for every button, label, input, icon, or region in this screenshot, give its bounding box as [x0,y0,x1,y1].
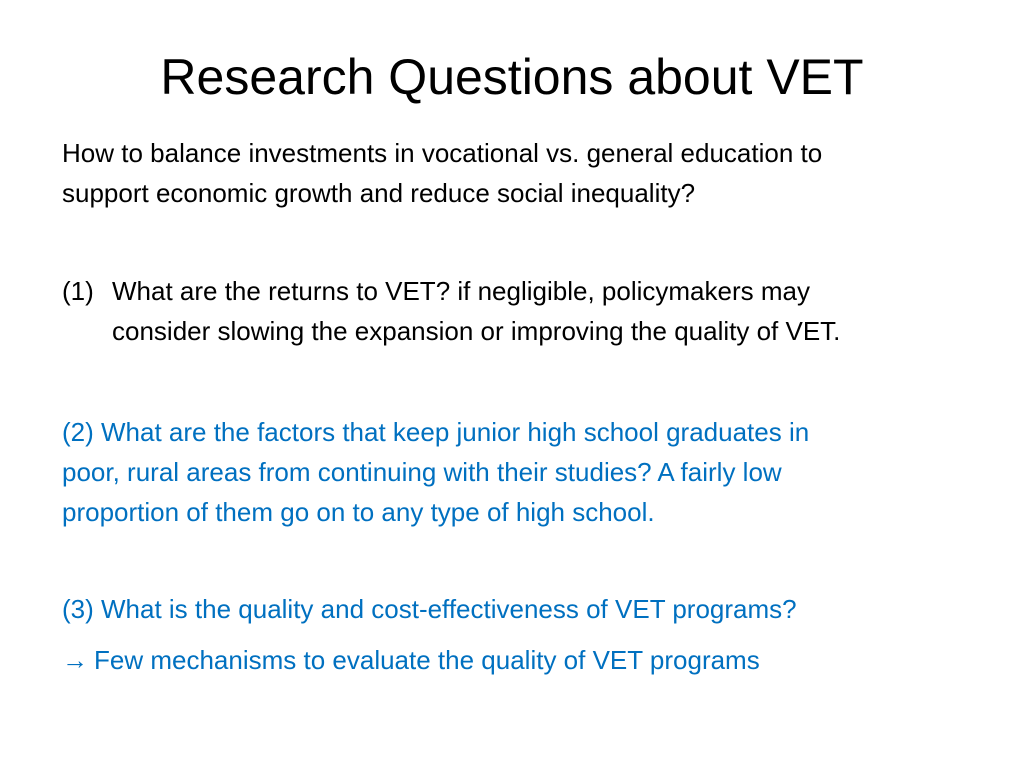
question-1-line-2: consider slowing the expansion or improving the quality of VET. [112,316,841,346]
question-3 [62,589,1012,629]
question-1 [62,271,1012,351]
question-3-text: (3) What is the quality and cost-effectiveness of VET programs? [62,594,797,624]
arrow-point-text: Few mechanisms to evaluate the quality of VET programs [94,645,760,675]
question-2-line-1: (2) What are the factors that keep junior high school graduates in [62,417,810,447]
right-arrow-icon: → [62,645,88,675]
question-2-line-3: proportion of them go on to any type of high school. [62,497,655,527]
arrow-point [62,640,1012,680]
question-2-line-2: poor, rural areas from continuing with their studies? A fairly low [62,457,782,487]
intro-line-2: support economic growth and reduce social inequality? [62,178,696,208]
intro-paragraph [62,133,1012,213]
question-2 [62,412,1012,532]
question-1-text [112,271,840,351]
intro-line-1: How to balance investments in vocational vs. general education to [62,138,823,168]
slide-title: Research Questions about VET [160,49,864,105]
question-1-number: (1) [62,276,94,306]
question-1-line-1: What are the returns to VET? if negligible, policymakers may [112,276,810,306]
